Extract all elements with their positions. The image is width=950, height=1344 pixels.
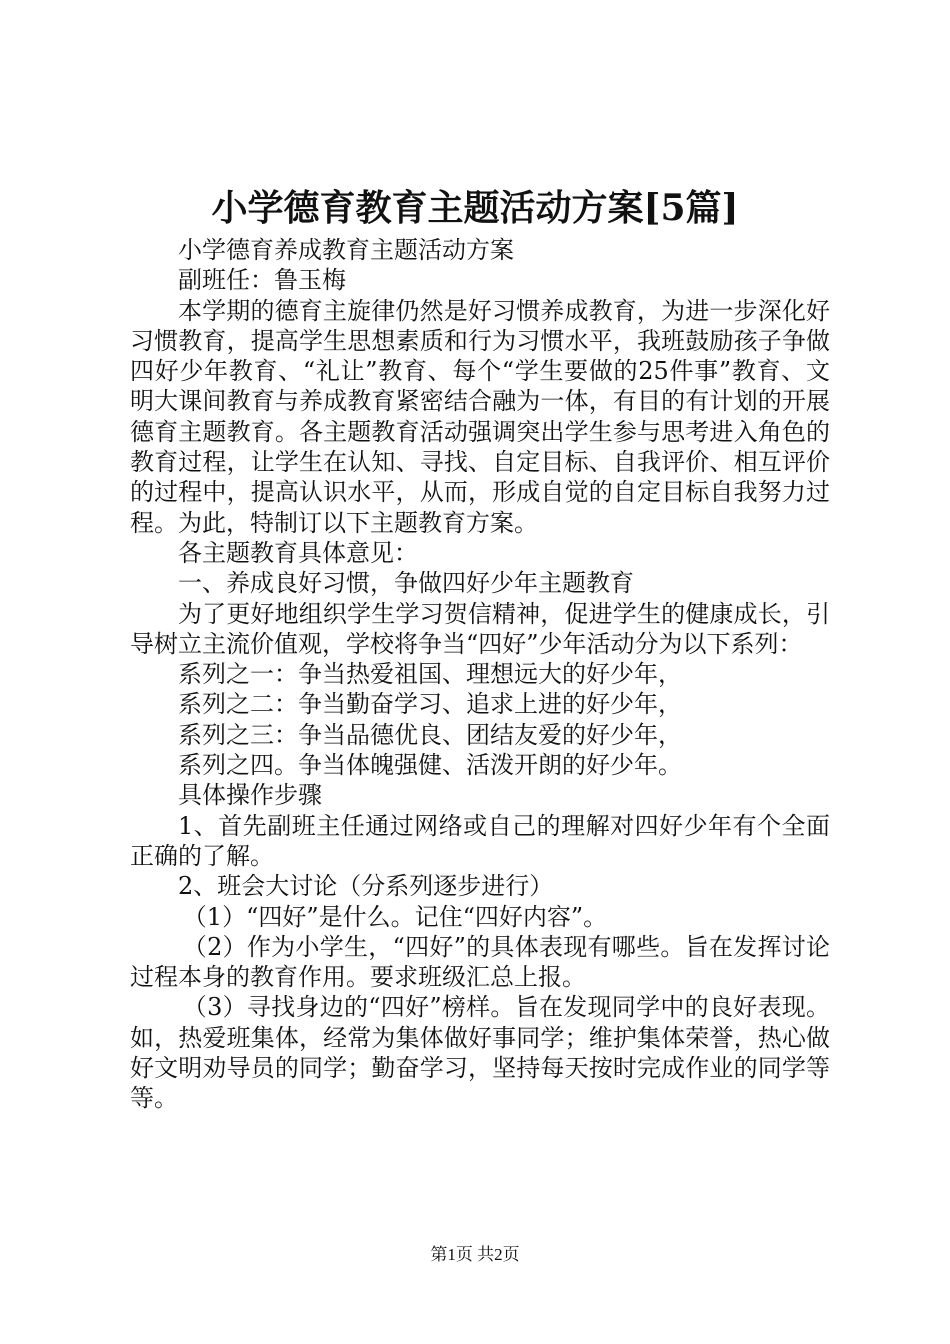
paragraph: 系列之二：争当勤奋学习、追求上进的好少年， [178, 690, 682, 719]
document-body [130, 235, 830, 1114]
paragraph: 本学期的德育主旋律仍然是好习惯养成教育，为进一步深化好习惯教育，提高学生思想素质和行为习惯水平，我班鼓励孩子争做四好少年教育、“礼让”教育、每个“学生要做的25件事”教育、文明大课间教育与养成教育紧密结合融为一体，有目的有计划的开展德育主题教育。各主题教育活动强调突出学生参与思考进入角色的教育过程，让学生在认知、寻找、自定目标、自我评价、相互评价的过程中，提高认识水平，从而，形成自觉的自定目标自我努力过程。为此，特制订以下主题教育方案。 [130, 296, 830, 537]
paragraph: 1、首先副班主任通过网络或自己的理解对四好少年有个全面正确的了解。 [130, 811, 830, 870]
document-title: 小学德育教育主题活动方案[5篇] [211, 187, 739, 229]
paragraph: 为了更好地组织学生学习贺信精神，促进学生的健康成长，引导树立主流价值观，学校将争当“四好”少年活动分为以下系列： [130, 599, 830, 658]
paragraph: （1）“四好”是什么。记住“四好内容”。 [182, 902, 608, 931]
paragraph: 系列之三：争当品德优良、团结友爱的好少年， [178, 720, 682, 749]
paragraph: （2）作为小学生，“四好”的具体表现有哪些。旨在发挥讨论过程本身的教育作用。要求班级汇总上报。 [130, 932, 830, 992]
paragraph: 副班任：鲁玉梅 [178, 266, 346, 295]
paragraph: 2、班会大讨论（分系列逐步进行） [178, 872, 554, 901]
paragraph: 各主题教育具体意见： [178, 538, 418, 567]
paragraph: 具体操作步骤 [178, 781, 322, 810]
paragraph: 一、养成良好习惯，争做四好少年主题教育 [178, 569, 634, 598]
paragraph: 系列之四。争当体魄强健、活泼开朗的好少年。 [178, 751, 682, 780]
paragraph: 小学德育养成教育主题活动方案 [178, 236, 514, 264]
paragraph: 系列之一：争当热爱祖国、理想远大的好少年， [178, 660, 682, 689]
page-indicator: 第1页 共2页 [430, 1245, 520, 1264]
paragraph: （3）寻找身边的“四好”榜样。旨在发现同学中的良好表现。如，热爱班集体，经常为集体做好事同学；维护集体荣誉，热心做好文明劝导员的同学；勤奋学习，坚持每天按时完成作业的同学等等。 [130, 993, 830, 1113]
